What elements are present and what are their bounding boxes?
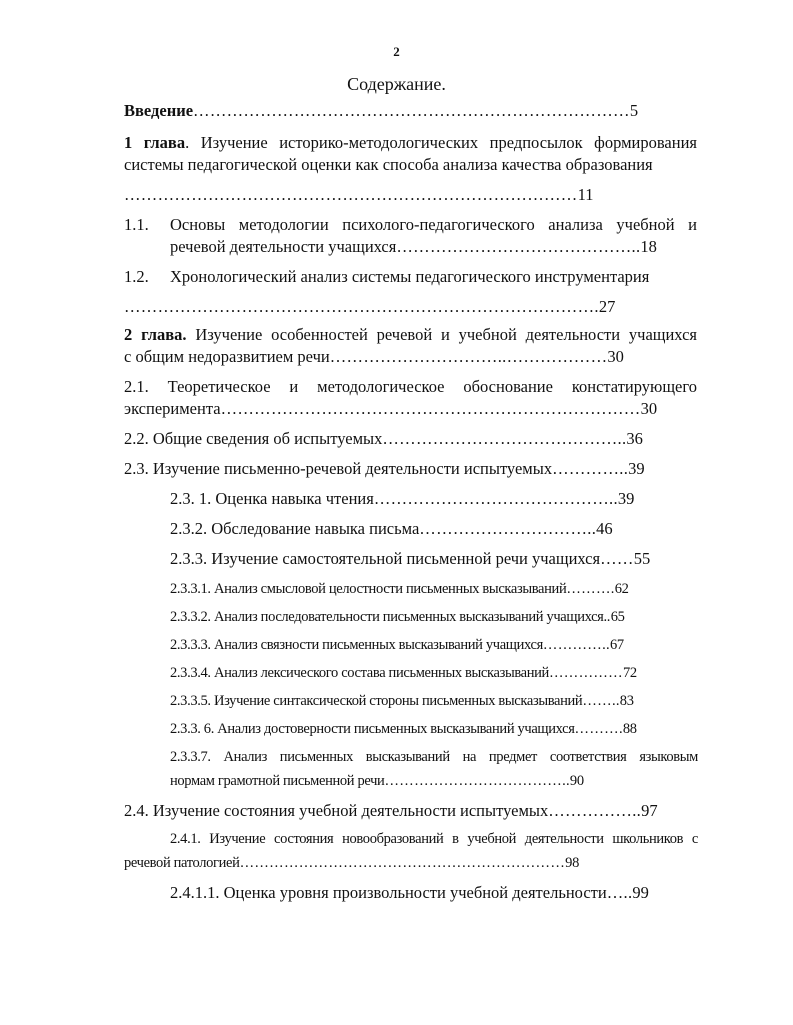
toc-page: 39 bbox=[628, 459, 645, 478]
toc-entry-introduction[interactable] bbox=[124, 100, 638, 122]
toc-entry-2-3-2[interactable] bbox=[170, 518, 613, 540]
toc-label: 2.3.2. Обследование навыка письма bbox=[170, 519, 420, 538]
toc-dots: ………….. bbox=[542, 637, 610, 653]
toc-line bbox=[124, 398, 657, 420]
toc-label: Введение bbox=[124, 101, 194, 120]
toc-dots: …………… bbox=[548, 665, 623, 681]
toc-entry-2-3-3-5[interactable] bbox=[170, 690, 634, 712]
toc-page: 46 bbox=[596, 519, 613, 538]
toc-label: 2.3.3.1. Анализ смысловой целостности письменных высказываний bbox=[170, 581, 567, 597]
toc-label: 2.3.3.3. Анализ связности письменных высказываний учащихся bbox=[170, 637, 543, 653]
toc-dots: …….. bbox=[582, 693, 620, 709]
toc-dots: . bbox=[606, 609, 611, 625]
toc-dots: ………………………………………………………………… bbox=[220, 399, 641, 418]
toc-page: 88 bbox=[622, 721, 637, 737]
toc-entry-2-3-3-2[interactable] bbox=[170, 606, 625, 628]
toc-dots: …………………………………….. bbox=[396, 237, 641, 256]
toc-page: 72 bbox=[622, 665, 637, 681]
toc-dots: …… bbox=[600, 549, 634, 568]
toc-line bbox=[124, 132, 697, 154]
toc-text: эксперимента bbox=[124, 399, 221, 418]
toc-number: 1.2. bbox=[124, 267, 149, 286]
toc-dots: ………………………….. bbox=[419, 519, 597, 538]
toc-label: 2.4. Изучение состояния учебной деятельности испытуемых bbox=[124, 801, 549, 820]
toc-line bbox=[124, 346, 624, 368]
toc-page: 36 bbox=[626, 429, 643, 448]
toc-dots: …………………………………………………………………… bbox=[193, 101, 630, 120]
toc-entry-2-2[interactable] bbox=[124, 428, 643, 450]
toc-entry-2-3-3-3[interactable] bbox=[170, 634, 624, 656]
toc-number: 1.1. bbox=[124, 215, 149, 234]
toc-text: речевой деятельности учащихся bbox=[170, 237, 397, 256]
toc-dots: …………….. bbox=[548, 801, 642, 820]
chapter-label: 2 глава. bbox=[124, 325, 187, 344]
toc-line: Хронологический анализ системы педагогического инструментария bbox=[170, 267, 650, 286]
toc-text: . Изучение историко-методологических предпосылок формирования bbox=[185, 133, 697, 152]
toc-text: Изучение особенностей речевой и учебной деятельности учащихся bbox=[186, 325, 697, 344]
toc-line: 2.1. Теоретическое и методологическое обоснование констатирующего bbox=[124, 377, 697, 396]
toc-dots: ………. bbox=[574, 721, 623, 737]
toc-entry-2-3-3[interactable] bbox=[170, 548, 650, 570]
toc-label: 2.3. 1. Оценка навыка чтения bbox=[170, 489, 374, 508]
toc-dots: ….. bbox=[606, 883, 633, 902]
toc-page: 27 bbox=[598, 297, 616, 316]
toc-label: 2.3.3. 6. Анализ достоверности письменных высказываний учащихся bbox=[170, 721, 575, 737]
toc-label: 2.2. Общие сведения об испытуемых bbox=[124, 429, 383, 448]
toc-line bbox=[124, 296, 615, 318]
toc-page: 99 bbox=[632, 883, 649, 902]
toc-page: 97 bbox=[641, 801, 658, 820]
toc-dots: …………………………………….. bbox=[373, 489, 618, 508]
toc-page: 90 bbox=[569, 773, 584, 789]
page-number: 2 bbox=[393, 44, 400, 59]
toc-dots: ………………………………………………………… bbox=[239, 855, 566, 871]
toc-text: с общим недоразвитием речи bbox=[124, 347, 330, 366]
toc-page: 18 bbox=[640, 237, 657, 256]
toc-text: нормам грамотной письменной речи bbox=[170, 773, 385, 789]
toc-page: 65 bbox=[610, 609, 625, 625]
toc-page: 39 bbox=[617, 489, 635, 508]
toc-label: 2.3.3.2. Анализ последовательности письменных высказываний учащихся. bbox=[170, 609, 607, 625]
toc-dots: ………….. bbox=[552, 459, 629, 478]
toc-page: 98 bbox=[565, 855, 579, 871]
toc-dots: ………. bbox=[566, 581, 615, 597]
toc-page: 30 bbox=[607, 347, 624, 366]
toc-page: 62 bbox=[614, 581, 629, 597]
toc-entry-2-4-1-1[interactable] bbox=[170, 882, 649, 904]
toc-line bbox=[124, 184, 594, 206]
toc-label: 2.3. Изучение письменно-речевой деятельности испытуемых bbox=[124, 459, 553, 478]
toc-dots: …………………………………….. bbox=[382, 429, 627, 448]
toc-line bbox=[124, 852, 579, 874]
toc-entry-2-3[interactable] bbox=[124, 458, 645, 480]
toc-page: 30 bbox=[640, 399, 658, 418]
toc-page: 5 bbox=[629, 101, 639, 120]
toc-title: Содержание. bbox=[347, 74, 446, 94]
chapter-label: 1 глава bbox=[124, 133, 186, 152]
toc-line bbox=[124, 324, 697, 346]
toc-label: 2.3.3.5. Изучение синтаксической стороны письменных высказываний bbox=[170, 693, 583, 709]
toc-entry-2-3-1[interactable] bbox=[170, 488, 634, 510]
toc-text: речевой патологией bbox=[124, 855, 240, 871]
toc-entry-2-3-3-4[interactable] bbox=[170, 662, 637, 684]
toc-line: Основы методологии психолого-педагогического анализа учебной и bbox=[170, 215, 697, 234]
toc-page: 83 bbox=[619, 693, 634, 709]
toc-label: 2.3.3. Изучение самостоятельной письменной речи учащихся bbox=[170, 549, 601, 568]
toc-dots: …………………………………………………………………………. bbox=[124, 297, 599, 316]
toc-line: 2.3.3.7. Анализ письменных высказываний на предмет соответствия языковым bbox=[170, 749, 698, 765]
toc-entry-2-3-3-6[interactable] bbox=[170, 718, 637, 740]
toc-line bbox=[170, 236, 657, 258]
toc-page: 55 bbox=[633, 549, 651, 568]
toc-label: 2.4.1.1. Оценка уровня произвольности учебной деятельности bbox=[170, 883, 607, 902]
toc-page: 67 bbox=[609, 637, 624, 653]
toc-entry-2-4[interactable] bbox=[124, 800, 658, 822]
toc-entry-2-3-3-1[interactable] bbox=[170, 578, 629, 600]
toc-line: системы педагогической оценки как способа анализа качества образования bbox=[124, 155, 653, 174]
toc-page: 11 bbox=[577, 185, 594, 204]
toc-dots: ……………………………………………………………………… bbox=[124, 185, 578, 204]
toc-dots: ……………………………….. bbox=[384, 773, 570, 789]
toc-line bbox=[170, 770, 584, 792]
toc-dots: …………………………..……………… bbox=[329, 347, 608, 366]
toc-label: 2.3.3.4. Анализ лексического состава письменных высказываний bbox=[170, 665, 549, 681]
toc-line: 2.4.1. Изучение состояния новообразований в учебной деятельности школьников с bbox=[170, 831, 698, 847]
